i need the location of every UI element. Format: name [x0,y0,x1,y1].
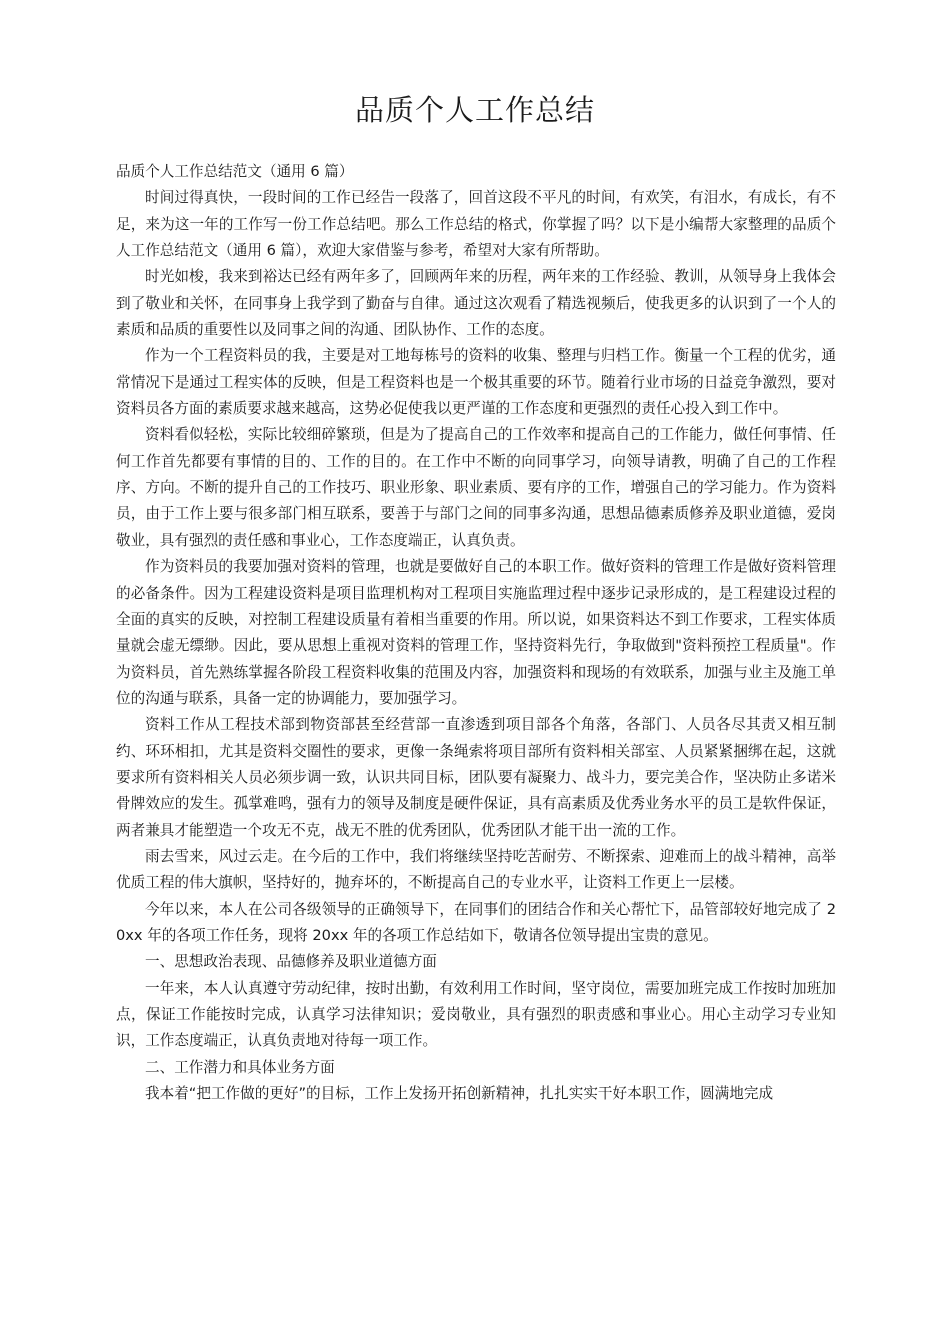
section-heading: 二、工作潜力和具体业务方面 [145,1058,335,1076]
paragraph: 雨去雪来，风过云走。在今后的工作中，我们将继续坚持吃苦耐劳、不断探索、迎难而上的战斗精神，高举优质工程的伟大旗帜，坚持好的，抛弃坏的，不断提高自己的专业水平，让资料工作更上一层楼。 [116,847,836,892]
section-heading: 一、思想政治表现、品德修养及职业道德方面 [145,953,437,971]
paragraph: 作为资料员的我要加强对资料的管理，也就是要做好自己的本职工作。做好资料的管理工作是做好资料管理的必备条件。因为工程建设资料是项目监理机构对工程项目实施监理过程中逐步记录形成的，是工程建设过程的全面的真实的反映，对控制工程建设质量有着相当重要的作用。所以说，如果资料达不到工作要求，工程实体质量就会虚无缥缈。因此，要从思想上重视对资料的管理工作，坚持资料先行，争取做到"资料预控工程质量"。作为资料员，首先熟练掌握各阶段工程资料收集的范围及内容，加强资料和现场的有效联系，加强与业主及施工单位的沟通与联系，具备一定的协调能力，要加强学习。 [116,558,836,707]
paragraph: 我本着“把工作做的更好”的目标，工作上发扬开拓创新精神，扎扎实实干好本职工作，圆满地完成 [145,1085,774,1103]
document-title: 品质个人工作总结 [354,93,595,127]
paragraph: 时间过得真快，一段时间的工作已经告一段落了，回首这段不平凡的时间，有欢笑，有泪水，有成长，有不足，来为这一年的工作写一份工作总结吧。那么工作总结的格式，你掌握了吗？以下是小编帮大家整理的品质个人工作总结范文（通用 6 篇），欢迎大家借鉴与参考，希望对大家有所帮助。 [116,189,836,260]
paragraph: 今年以来，本人在公司各级领导的正确领导下，在同事们的团结合作和关心帮忙下，品管部较好地完成了 20xx 年的各项工作任务，现将 20xx 年的各项工作总结如下，敬请各位领导提出宝贵的意见。 [116,900,836,944]
document-body [116,159,836,1107]
paragraph: 资料看似轻松，实际比较细碎繁琐，但是为了提高自己的工作效率和提高自己的工作能力，做任何事情、任何工作首先都要有事情的目的、工作的目的。在工作中不断的向同事学习，向领导请教，明确了自己的工作程序、方向。不断的提升自己的工作技巧、职业形象、职业素质、要有序的工作，增强自己的学习能力。作为资料员，由于工作上要与很多部门相互联系，要善于与部门之间的同事多沟通，思想品德素质修养及职业道德，爱岗敬业，具有强烈的责任感和事业心，工作态度端正，认真负责。 [116,426,836,549]
paragraph: 作为一个工程资料员的我，主要是对工地每栋号的资料的收集、整理与归档工作。衡量一个工程的优劣，通常情况下是通过工程实体的反映，但是工程资料也是一个极其重要的环节。随着行业市场的日益竞争激烈，要对资料员各方面的素质要求越来越高，这势必促使我以更严谨的工作态度和更强烈的责任心投入到工作中。 [116,347,836,418]
paragraph: 一年来，本人认真遵守劳动纪律，按时出勤，有效利用工作时间，坚守岗位，需要加班完成工作按时加班加点，保证工作能按时完成，认真学习法律知识；爱岗敬业，具有强烈的职责感和事业心。用心主动学习专业知识，工作态度端正，认真负责地对待每一项工作。 [116,979,836,1050]
paragraph: 资料工作从工程技术部到物资部甚至经营部一直渗透到项目部各个角落，各部门、人员各尽其责又相互制约、环环相扣，尤其是资料交圈性的要求，更像一条绳索将项目部所有资料相关部室、人员紧紧捆绑在起，这就要求所有资料相关人员必须步调一致，认识共同目标，团队要有凝聚力、战斗力，要完美合作，坚决防止多诺米骨牌效应的发生。孤掌难鸣，强有力的领导及制度是硬件保证，具有高素质及优秀业务水平的员工是软件保证，两者兼具才能塑造一个攻无不克，战无不胜的优秀团队，优秀团队才能干出一流的工作。 [116,716,836,839]
paragraph-subtitle: 品质个人工作总结范文（通用 6 篇） [116,163,354,180]
paragraph: 时光如梭，我来到裕达已经有两年多了，回顾两年来的历程，两年来的工作经验、教训，从领导身上我体会到了敬业和关怀，在同事身上我学到了勤奋与自律。通过这次观看了精选视频后，使我更多的认识到了一个人的素质和品质的重要性以及同事之间的沟通、团队协作、工作的态度。 [116,268,836,339]
